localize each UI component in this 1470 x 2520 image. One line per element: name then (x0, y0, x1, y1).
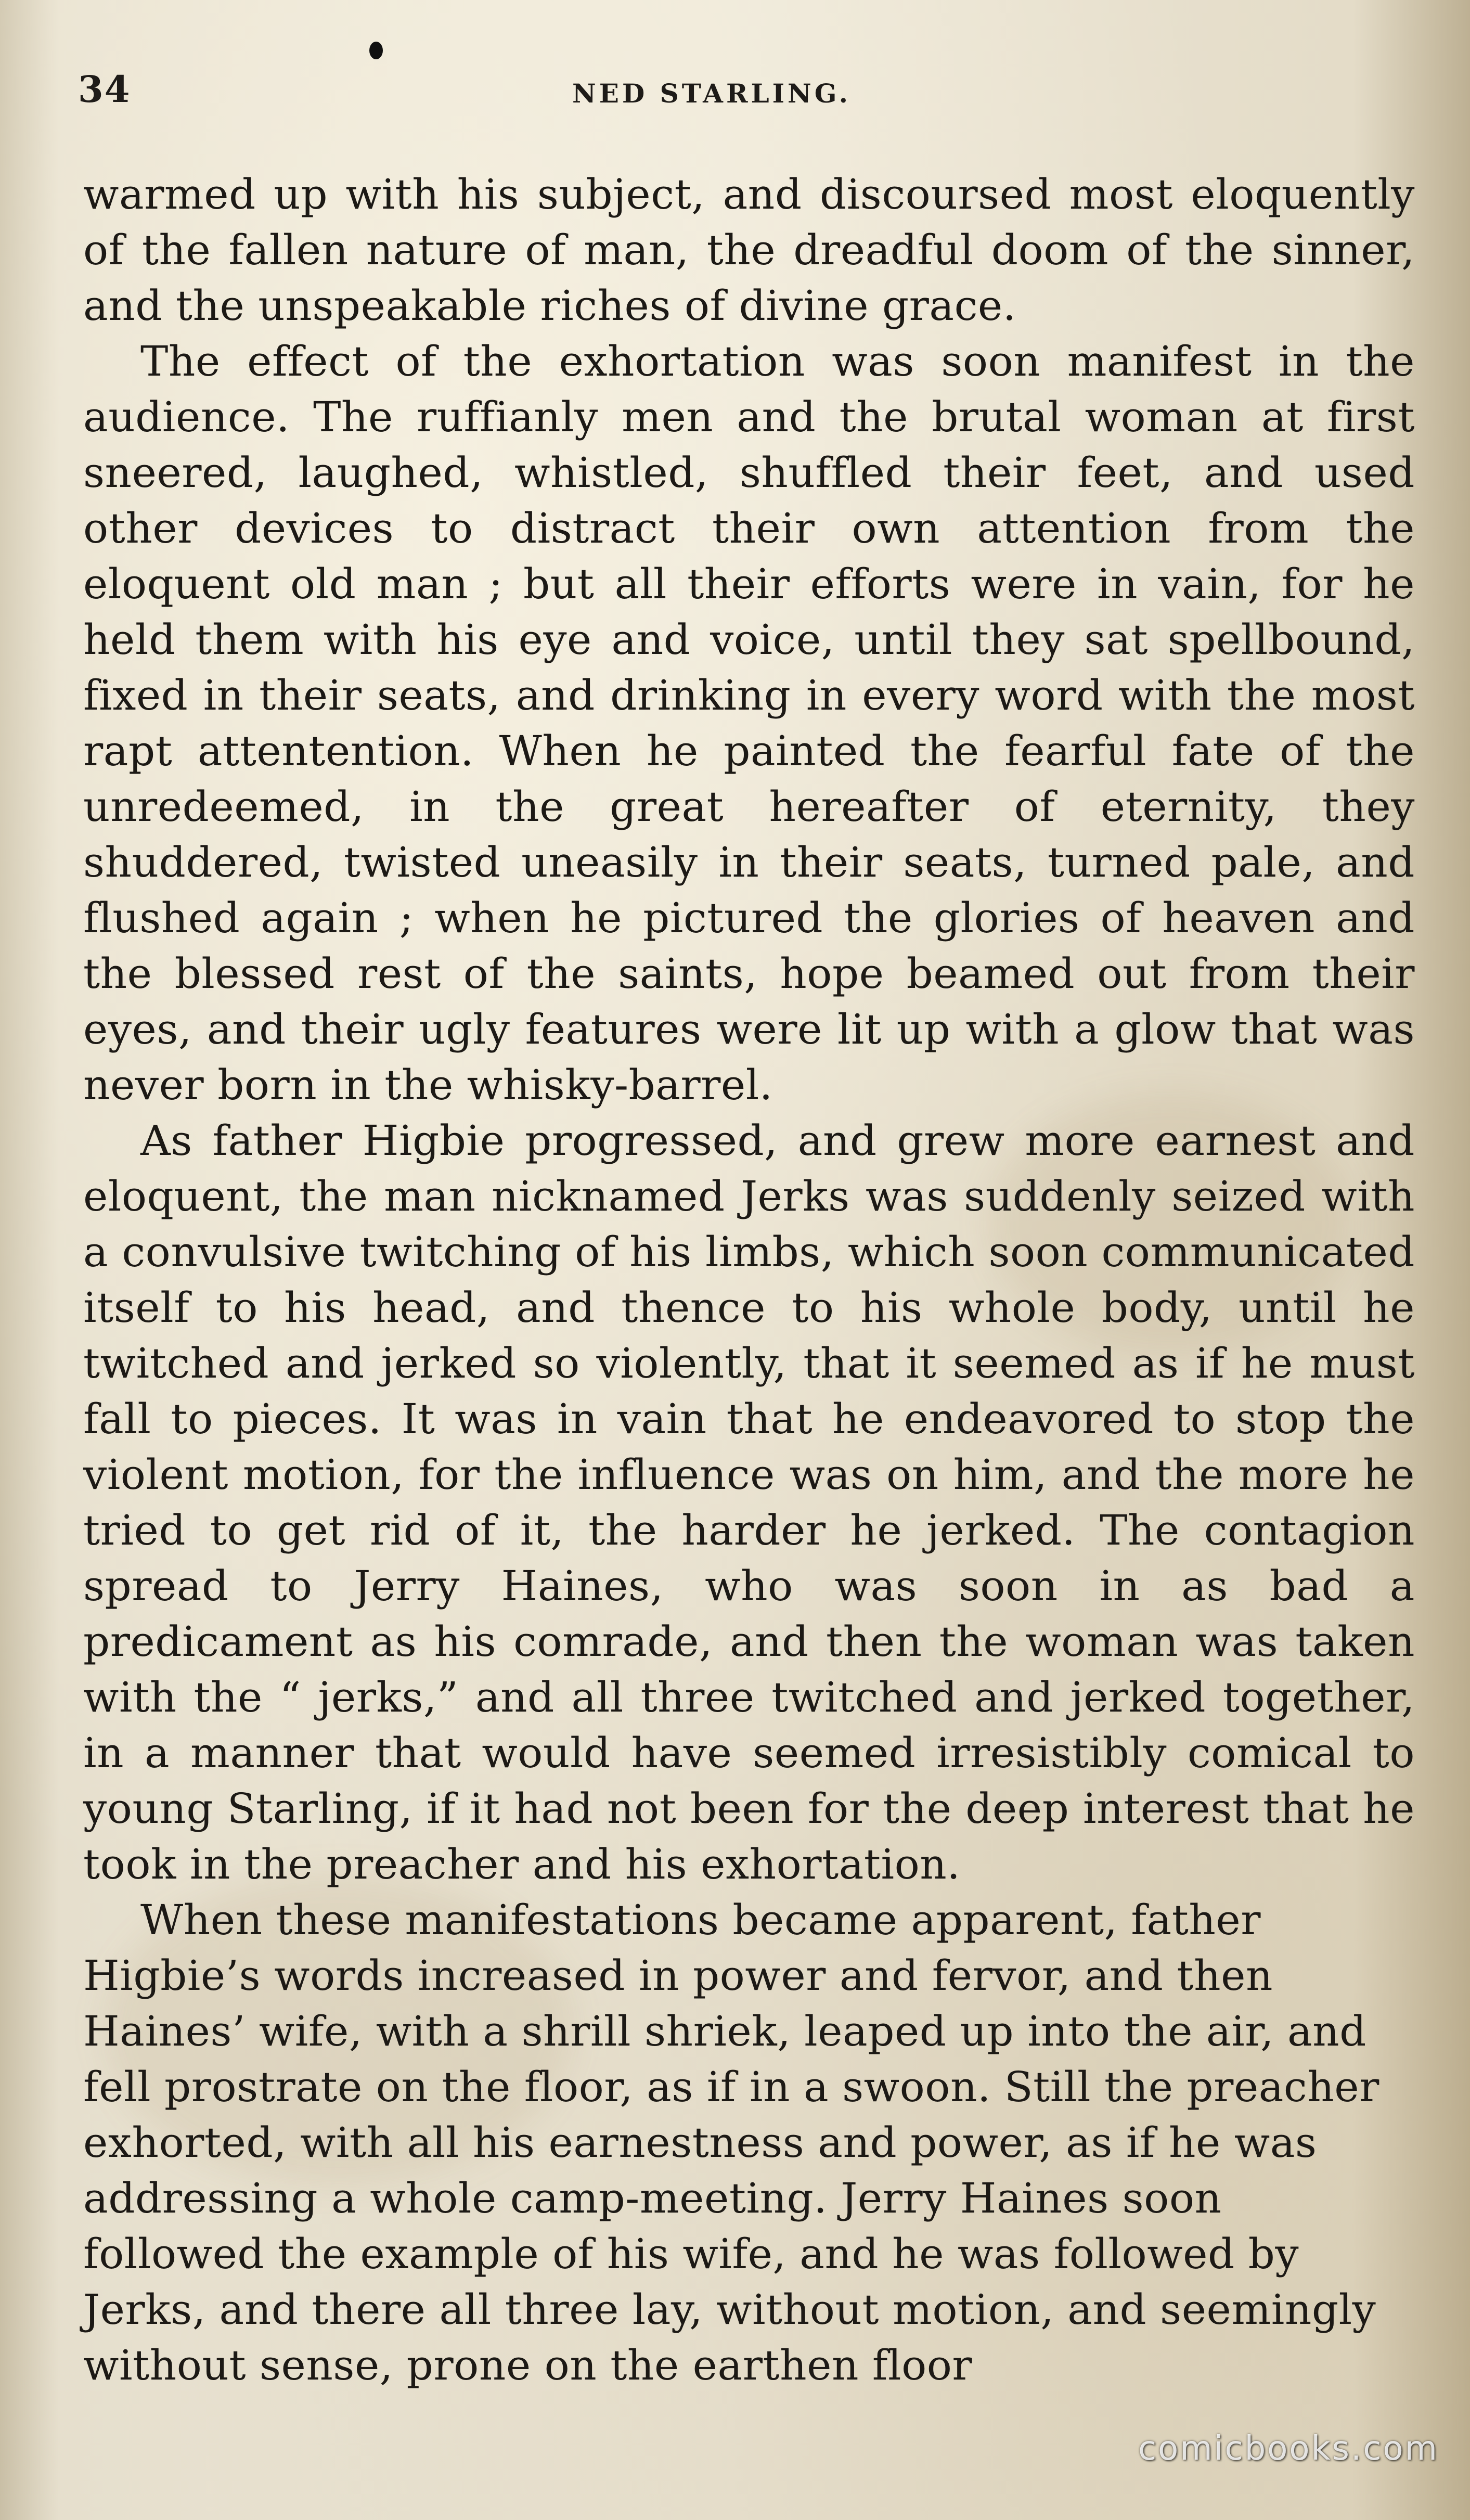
paragraph: The effect of the exhortation was soon manifest in the audience. The ruffianly men and the brutal woman at first sneered, laughed, whistled, shuffled their feet, and used other devices to distract their own attention from the eloquent old man ; but all their efforts were in vain, for he held them with his eye and voice, until they sat spellbound, fixed in their seats, and drinking in every word with the most rapt attentention. When he painted the fearful fate of the unredeemed, in the great hereafter of eternity, they shuddered, twisted uneasily in their seats, turned pale, and flushed again ; when he pictured the glories of heaven and the blessed rest of the saints, hope beamed out from their eyes, and their ugly features were lit up with a glow that was never born in the whisky-barrel. (83, 337, 1415, 1109)
body-text (83, 166, 1415, 2393)
paragraph: As father Higbie progressed, and grew more earnest and eloquent, the man nicknamed Jerks was suddenly seized with a convulsive twitching of his limbs, which soon communicated itself to his head, and thence to his whole body, until he twitched and jerked so violently, that it seemed as if he must fall to pieces. It was in vain that he endeavored to stop the violent motion, for the influence was on him, and the more he tried to get rid of it, the harder he jerked. The contagion spread to Jerry Haines, who was soon in as bad a predicament as his comrade, and then the woman was taken with the “ jerks,” and all three twitched and jerked together, in a manner that would have seemed irresistibly comical to young Starling, if it had not been for the deep interest that he took in the preacher and his exhortation. (83, 1116, 1415, 1888)
page-header (78, 62, 1410, 120)
watermark: comicbooks.com (1138, 2429, 1439, 2468)
running-title: NED STARLING. (572, 78, 852, 109)
page-number: 34 (78, 68, 131, 111)
paragraph-continued: warmed up with his subject, and discoursed most eloquently of the fallen nature of man, the dreadful doom of the sinner, and the unspeakable riches of divine grace. (83, 170, 1415, 330)
paragraph: When these manifestations became apparent, father Higbie’s words increased in power and fervor, and then Haines’ wife, with a shrill shriek, leaped up into the air, and fell prostrate on the floor, as if in a swoon. Still the preacher exhorted, with all his earnestness and power, as if he was addressing a whole camp-meeting. Jerry Haines soon followed the example of his wife, and he was followed by Jerks, and there all three lay, without motion, and seemingly without sense, prone on the earthen floor (83, 1896, 1379, 2389)
ink-blot-icon (369, 42, 383, 59)
